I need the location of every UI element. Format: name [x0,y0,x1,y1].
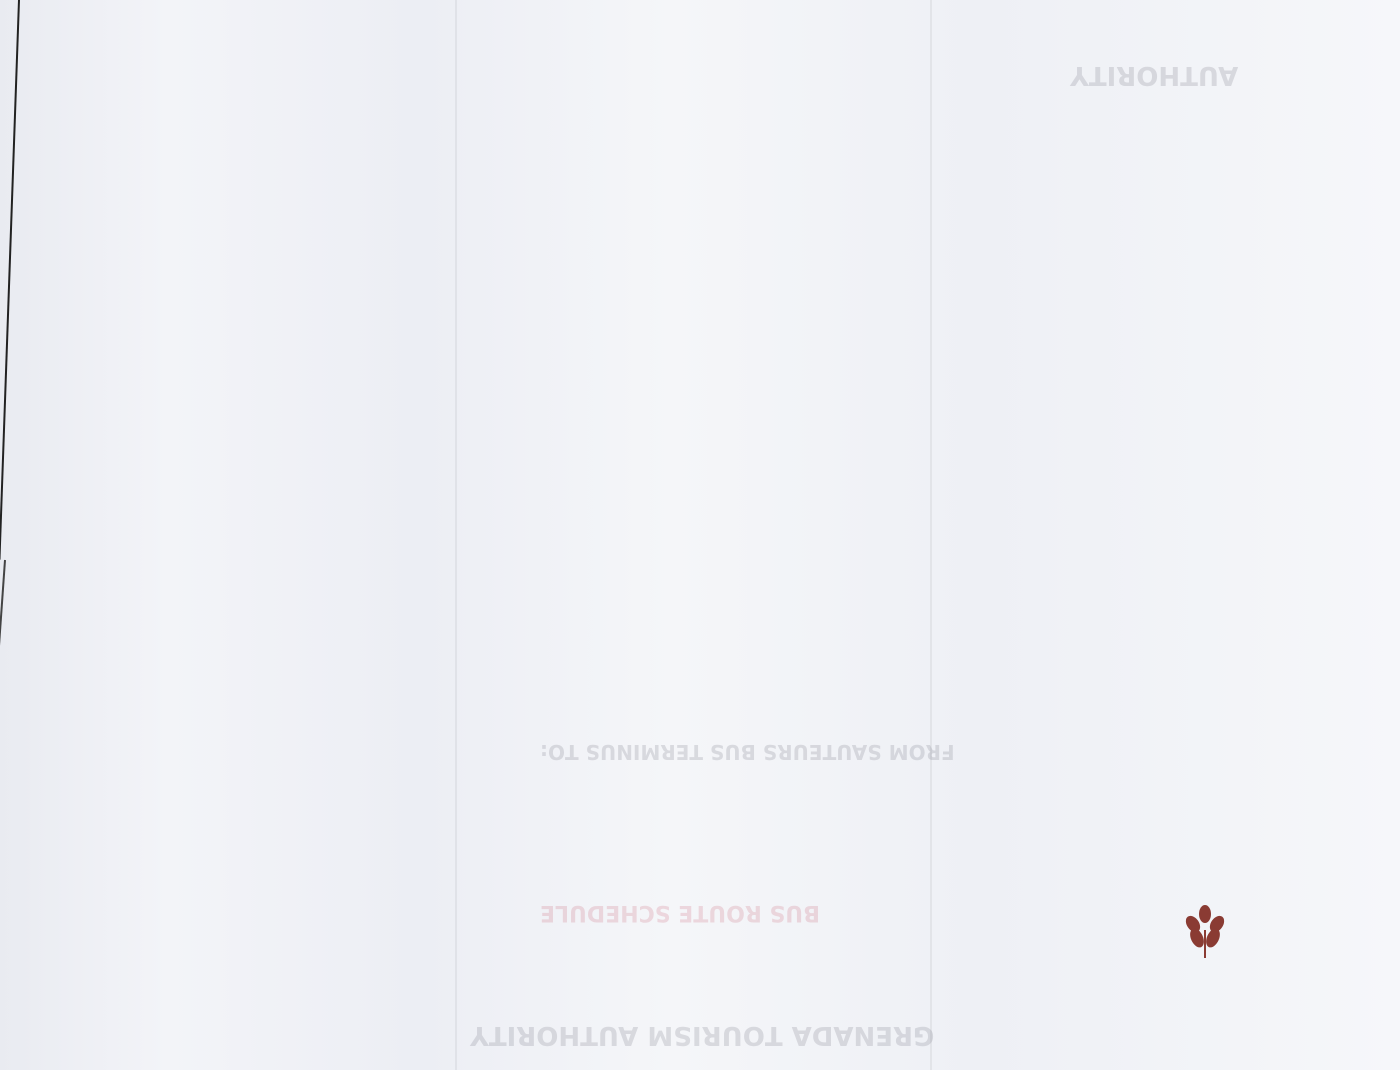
fold-line [455,0,457,1070]
hillsborough-routes-table [84,522,1304,527]
pure-grenada-logo [1070,900,1340,970]
paper-edge [0,0,20,560]
show-through-text: GRENADA TOURISM AUTHORITY [470,1020,935,1050]
nutmeg-icon [1175,900,1235,960]
fold-line [930,0,932,1070]
routes-table [103,156,1299,167]
show-through-text: BUS ROUTE SCHEDULE [540,900,820,925]
show-through-text: AUTHORITY [1070,60,1239,90]
paper-edge [0,560,6,1069]
show-through-text: FROM SAUTEURS BUS TERMINUS TO: [540,740,955,764]
